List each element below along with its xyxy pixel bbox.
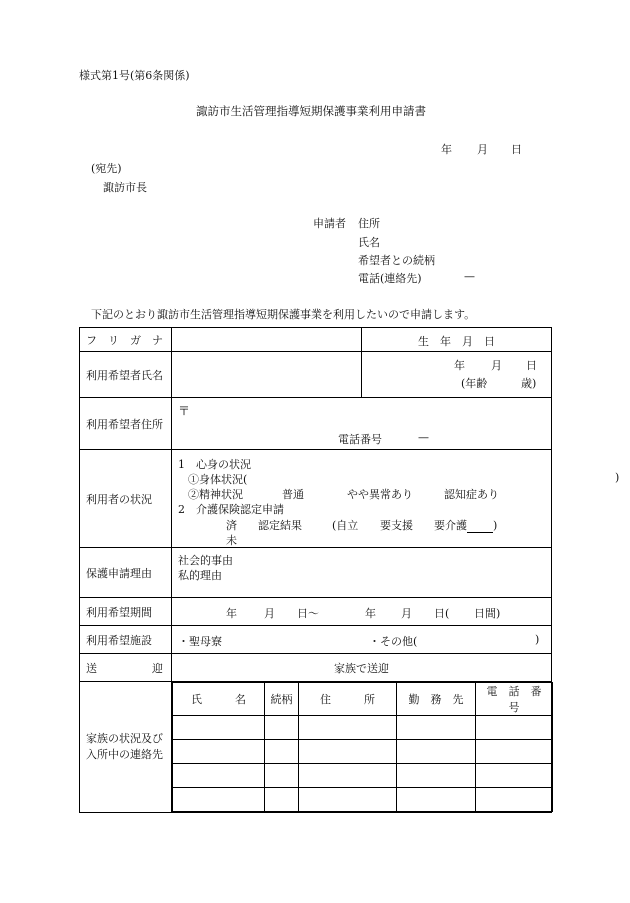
applicant-phone: 電話(連絡先) xyxy=(358,272,422,285)
postal-mark: 〒 xyxy=(178,404,191,418)
family-relation-input[interactable] xyxy=(265,716,299,740)
name-input[interactable] xyxy=(172,352,362,398)
period-month-2: 月 xyxy=(401,607,412,620)
reason-cell xyxy=(172,548,552,598)
age-close: 歳) xyxy=(521,377,537,390)
birth-date-input[interactable] xyxy=(362,352,552,398)
family-workplace-input[interactable] xyxy=(397,788,476,812)
age-open: (年齢 xyxy=(461,377,488,390)
status-2: 2 介護保険認定申請 xyxy=(178,503,284,516)
applicant-name: 氏名 xyxy=(358,236,380,249)
status-label: 利用者の状況 xyxy=(86,492,152,506)
period-label: 利用希望期間 xyxy=(86,605,152,619)
applicant-relationship: 希望者との続柄 xyxy=(358,254,435,267)
family-address-input[interactable] xyxy=(299,764,397,788)
cert-care-close: ) xyxy=(493,519,498,532)
family-phone-input[interactable] xyxy=(476,740,553,764)
cert-result-label: 認定結果 xyxy=(258,519,302,532)
date-month: 月 xyxy=(477,143,488,156)
family-address-input[interactable] xyxy=(299,788,397,812)
birth-label: 生 年 月 日 xyxy=(418,335,495,348)
mental-dementia-option[interactable]: 認知症あり xyxy=(444,488,499,501)
applicant-address: 住所 xyxy=(358,217,380,230)
family-address-input[interactable] xyxy=(299,740,397,764)
cert-not-yet-option[interactable]: 未 xyxy=(226,534,237,547)
mental-slight-option[interactable]: やや異常あり xyxy=(347,488,413,501)
family-table-cell xyxy=(172,682,552,813)
address-label-cell xyxy=(80,398,172,450)
address-phone-label: 電話番号 xyxy=(338,433,382,446)
cert-care-option[interactable] xyxy=(434,517,497,533)
cert-support-option[interactable]: 要支援 xyxy=(380,519,413,532)
birth-month: 月 xyxy=(491,359,502,372)
family-label xyxy=(86,731,163,763)
care-level-blank[interactable] xyxy=(467,522,493,533)
facility-cell xyxy=(172,626,552,654)
family-workplace-input[interactable] xyxy=(397,764,476,788)
addressee: 諏訪市長 xyxy=(103,181,147,194)
facility-seibo-option[interactable]: ・聖母寮 xyxy=(178,635,222,648)
birth-day: 日 xyxy=(526,359,537,372)
family-label-cell xyxy=(80,682,172,813)
applicant-phone-dash: — xyxy=(464,270,475,283)
family-header-phone: 電 話 番 号 xyxy=(476,683,553,716)
furigana-label-cell xyxy=(80,328,172,352)
transport-label: 送 迎 xyxy=(86,661,163,675)
status-1: 1 心身の状況 xyxy=(178,458,251,471)
status-label-cell xyxy=(80,450,172,548)
period-days: 日間) xyxy=(474,607,501,620)
physical-status[interactable]: ①身体状況( xyxy=(188,473,248,486)
date-day: 日 xyxy=(511,143,522,156)
family-name-input[interactable] xyxy=(173,716,265,740)
page-title: 諏訪市生活管理指導短期保護事業利用申請書 xyxy=(196,104,426,118)
address-phone-dash: — xyxy=(418,431,429,444)
period-year-1: 年 xyxy=(226,607,237,620)
reason-label: 保護申請理由 xyxy=(86,566,152,580)
period-day-1: 日～ xyxy=(297,607,319,620)
address-label: 利用希望者住所 xyxy=(86,417,163,431)
family-name-input[interactable] xyxy=(173,788,265,812)
family-relation-input[interactable] xyxy=(265,740,299,764)
reason-private-option[interactable]: 私的理由 xyxy=(178,569,222,582)
family-phone-input[interactable] xyxy=(476,716,553,740)
cert-done-option[interactable]: 済 xyxy=(226,519,237,532)
period-input[interactable] xyxy=(172,598,552,626)
reason-social-option[interactable]: 社会的事由 xyxy=(178,554,233,567)
address-input[interactable] xyxy=(172,398,552,450)
period-month-1: 月 xyxy=(264,607,275,620)
facility-other-option[interactable]: ・その他( xyxy=(369,635,418,648)
family-label-line-2: 入所中の連絡先 xyxy=(86,748,163,761)
transport-cell xyxy=(172,654,552,682)
form-number: 様式第1号(第6条関係) xyxy=(79,69,190,82)
mental-normal-option[interactable]: 普通 xyxy=(282,488,304,501)
furigana-label: フ リ ガ ナ xyxy=(86,333,163,347)
period-year-2: 年 xyxy=(365,607,376,620)
intro-text: 下記のとおり諏訪市生活管理指導短期保護事業を利用したいので申請します。 xyxy=(91,308,476,321)
family-header-address: 住 所 xyxy=(299,683,397,716)
mental-status-label: ②精神状況 xyxy=(188,488,243,501)
addressee-label: (宛先) xyxy=(91,162,122,175)
period-day-2: 日( xyxy=(434,607,450,620)
date-year: 年 xyxy=(441,143,452,156)
family-relation-input[interactable] xyxy=(265,788,299,812)
facility-other-close: ) xyxy=(535,633,540,646)
furigana-input[interactable] xyxy=(172,328,362,352)
facility-label-cell xyxy=(80,626,172,654)
family-header-relation: 続柄 xyxy=(265,683,299,716)
birth-year: 年 xyxy=(454,359,465,372)
transport-label-cell xyxy=(80,654,172,682)
applicant-label: 申請者 xyxy=(313,217,346,230)
family-label-line-1: 家族の状況及び xyxy=(86,732,163,745)
transport-value: 家族で送迎 xyxy=(334,661,389,675)
birth-label-cell xyxy=(362,328,552,352)
family-relation-input[interactable] xyxy=(265,764,299,788)
family-workplace-input[interactable] xyxy=(397,740,476,764)
name-label-cell xyxy=(80,352,172,398)
status-cell xyxy=(172,450,620,548)
family-name-input[interactable] xyxy=(173,740,265,764)
name-label: 利用希望者氏名 xyxy=(86,368,163,382)
facility-label: 利用希望施設 xyxy=(86,633,152,647)
family-header-name: 氏 名 xyxy=(173,683,265,716)
period-label-cell xyxy=(80,598,172,626)
physical-status-close: ) xyxy=(615,471,620,484)
application-table xyxy=(79,327,620,813)
cert-care-label: 要介護 xyxy=(434,519,467,532)
reason-label-cell xyxy=(80,548,172,598)
family-name-input[interactable] xyxy=(173,764,265,788)
family-phone-input[interactable] xyxy=(476,764,553,788)
family-table xyxy=(172,682,553,812)
cert-independent-option[interactable]: (自立 xyxy=(332,519,359,532)
family-header-workplace: 勤 務 先 xyxy=(397,683,476,716)
family-workplace-input[interactable] xyxy=(397,716,476,740)
family-address-input[interactable] xyxy=(299,716,397,740)
family-phone-input[interactable] xyxy=(476,788,553,812)
